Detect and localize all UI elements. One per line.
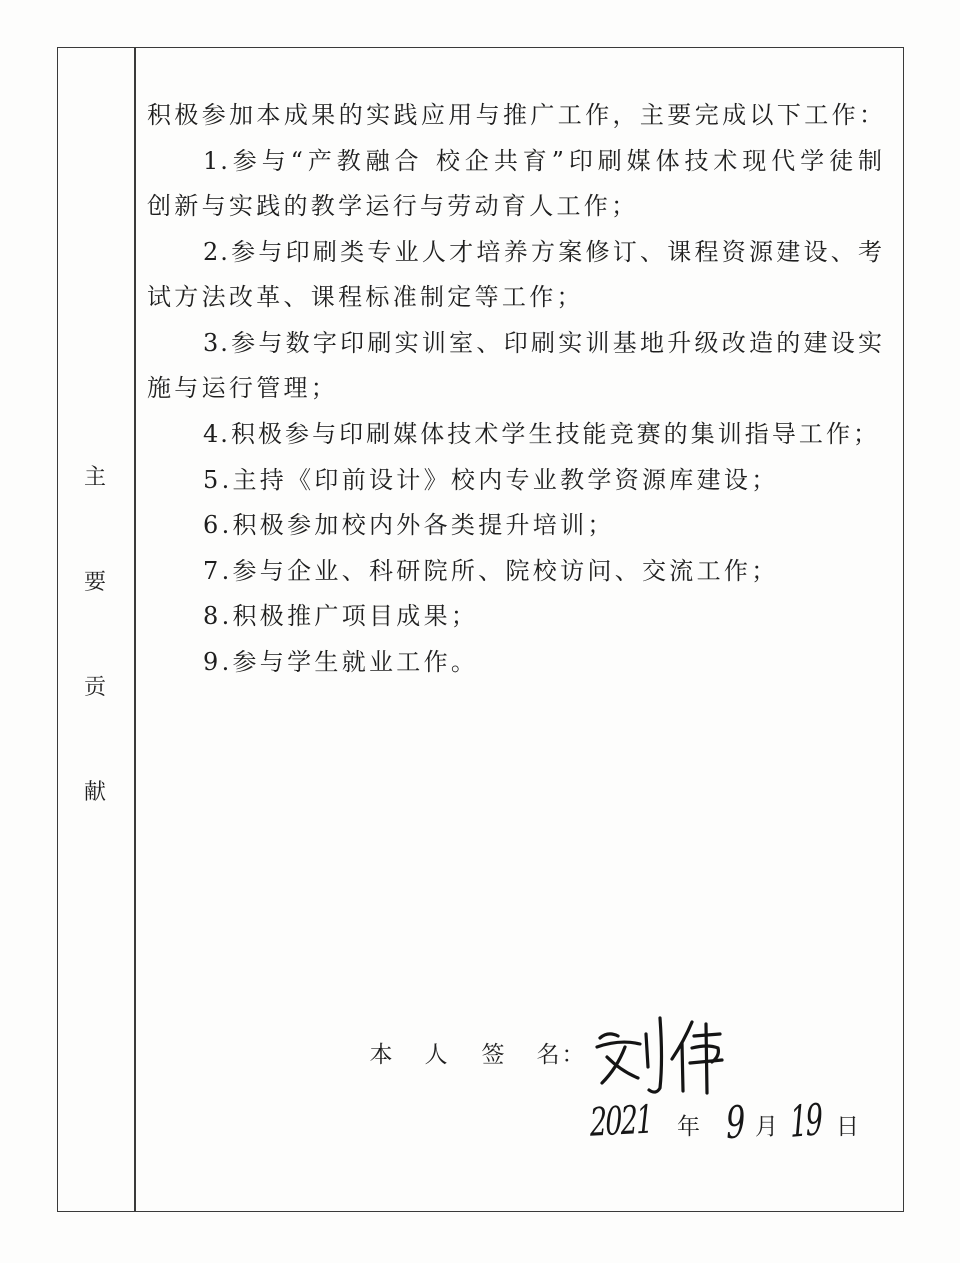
- signature-label-char: 签: [481, 1042, 505, 1068]
- handwritten-signature: [590, 1010, 730, 1100]
- contribution-intro: 积极参加本成果的实践应用与推广工作，主要完成以下工作：: [147, 101, 885, 129]
- signature-label-colon: ：: [561, 1042, 585, 1068]
- contribution-item-8: 8.积极推广项目成果；: [203, 602, 479, 630]
- contribution-item-6: 6.积极参加校内外各类提升培训；: [203, 511, 615, 539]
- date-year-handwritten: 2021: [589, 1097, 653, 1147]
- section-label-char: 贡: [83, 675, 106, 700]
- contribution-item-4: 4.积极参与印刷媒体技术学生技能竞赛的集训指导工作；: [203, 420, 879, 448]
- signature-label-char: 名: [536, 1042, 560, 1068]
- contribution-item-9: 9.参与学生就业工作。: [203, 648, 479, 676]
- contribution-item-1-line-2: 创新与实践的教学运行与劳动育人工作；: [147, 192, 639, 220]
- contribution-item-2-line-1: 2.参与印刷类专业人才培养方案修订、课程资源建设、考: [203, 238, 884, 266]
- contribution-item-2-line-2: 试方法改革、课程标准制定等工作；: [147, 283, 584, 311]
- column-divider: [134, 47, 136, 1212]
- signature-label-char: 人: [424, 1042, 448, 1068]
- date-month-unit: 月: [755, 1114, 778, 1140]
- section-label-char: 主: [83, 465, 106, 490]
- contribution-item-1-line-1: 1.参与“产教融合 校企共育”印刷媒体技术现代学徒制: [203, 147, 884, 175]
- date-month-handwritten: 9: [725, 1096, 747, 1150]
- date-day-handwritten: 19: [789, 1093, 823, 1148]
- contribution-item-7: 7.参与企业、科研院所、院校访问、交流工作；: [203, 557, 779, 585]
- date-day-unit: 日: [836, 1114, 859, 1140]
- contribution-item-5: 5.主持《印前设计》校内专业教学资源库建设；: [203, 466, 779, 494]
- signature-label-char: 本: [369, 1042, 393, 1068]
- contribution-item-3-line-2: 施与运行管理；: [147, 374, 339, 402]
- section-label-char: 献: [83, 780, 106, 805]
- contribution-item-3-line-1: 3.参与数字印刷实训室、印刷实训基地升级改造的建设实: [203, 329, 884, 357]
- section-label-char: 要: [83, 570, 106, 595]
- date-year-unit: 年: [677, 1114, 700, 1140]
